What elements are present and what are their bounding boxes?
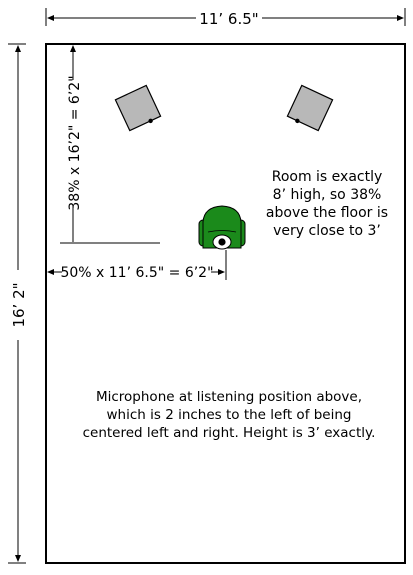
microphone-note — [83, 389, 376, 441]
mic-note-line-3: centered left and right. Height is 3’ exactly. — [82, 425, 376, 441]
height-note-line-4: very close to 3’ — [273, 223, 381, 239]
width-dimension — [46, 8, 405, 28]
length-label: 16’ 2" — [10, 282, 28, 328]
room-outline — [46, 44, 405, 563]
width-label: 11’ 6.5" — [199, 10, 259, 28]
horizontal-position-dimension — [47, 250, 226, 281]
vertical-position-dimension — [60, 45, 160, 243]
mic-note-line-1: Microphone at listening position above, — [95, 389, 363, 405]
microphone-icon — [213, 235, 231, 249]
mic-note-line-2: which is 2 inches to the left of being — [106, 407, 352, 423]
height-note-line-2: 8’ high, so 38% — [272, 187, 382, 203]
length-dimension — [8, 44, 28, 563]
height-note-line-1: Room is exactly — [271, 169, 383, 185]
left-speaker — [115, 85, 161, 132]
vertical-position-label: 38% x 16’2" = 6’2" — [67, 75, 83, 211]
horizontal-position-label: 50% x 11’ 6.5" = 6’2" — [60, 265, 214, 281]
height-note — [266, 169, 388, 239]
height-note-line-3: above the floor is — [265, 205, 389, 221]
right-speaker — [286, 85, 332, 132]
